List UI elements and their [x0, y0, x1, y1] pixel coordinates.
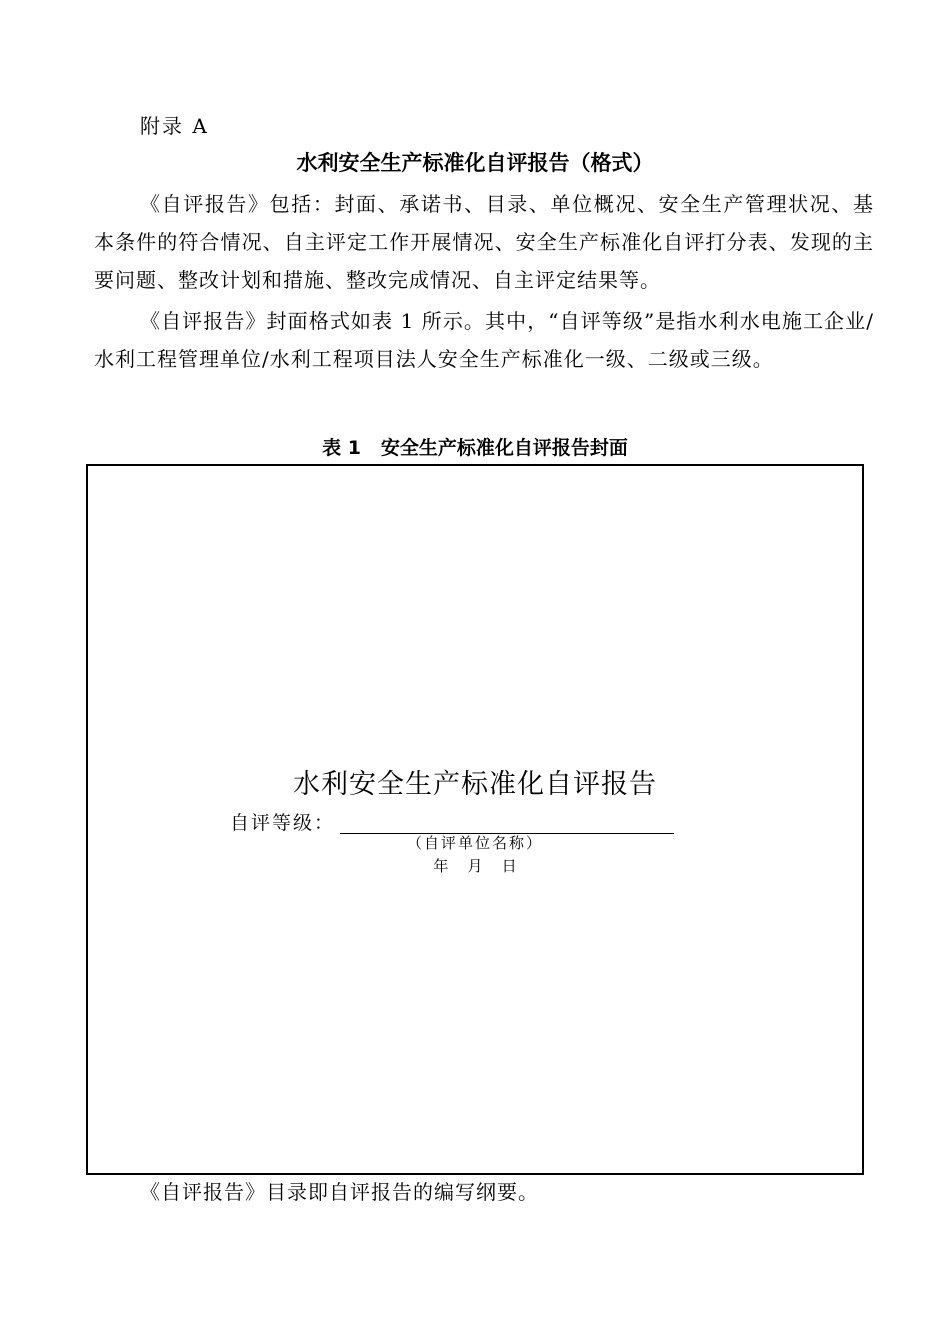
grade-label: 自评等级： — [230, 812, 336, 834]
cover-format-paragraph: 《自评报告》封面格式如表 1 所示。其中，“自评等级”是指水利水电施工企业/水利工程管理单位/水利工程项目法人安全生产标准化一级、二级或三级。 — [94, 309, 874, 371]
unit-name-placeholder: （自评单位名称） — [406, 834, 543, 852]
footer-note: 《自评报告》目录即自评报告的编写纲要。 — [140, 1180, 539, 1204]
cover-sample-box — [86, 464, 864, 1175]
table-caption: 表 1 安全生产标准化自评报告封面 — [322, 437, 628, 459]
intro-paragraph: 《自评报告》包括：封面、承诺书、目录、单位概况、安全生产管理状况、基本条件的符合情况、自主评定工作开展情况、安全生产标准化自评打分表、发现的主要问题、整改计划和措施、整改完成情况、自主评定结果等。 — [94, 192, 874, 292]
page-title: 水利安全生产标准化自评报告（格式） — [296, 151, 654, 175]
appendix-label: 附录 A — [140, 114, 209, 138]
date-placeholder: 年 月 日 — [433, 857, 517, 875]
cover-title: 水利安全生产标准化自评报告 — [293, 769, 657, 800]
